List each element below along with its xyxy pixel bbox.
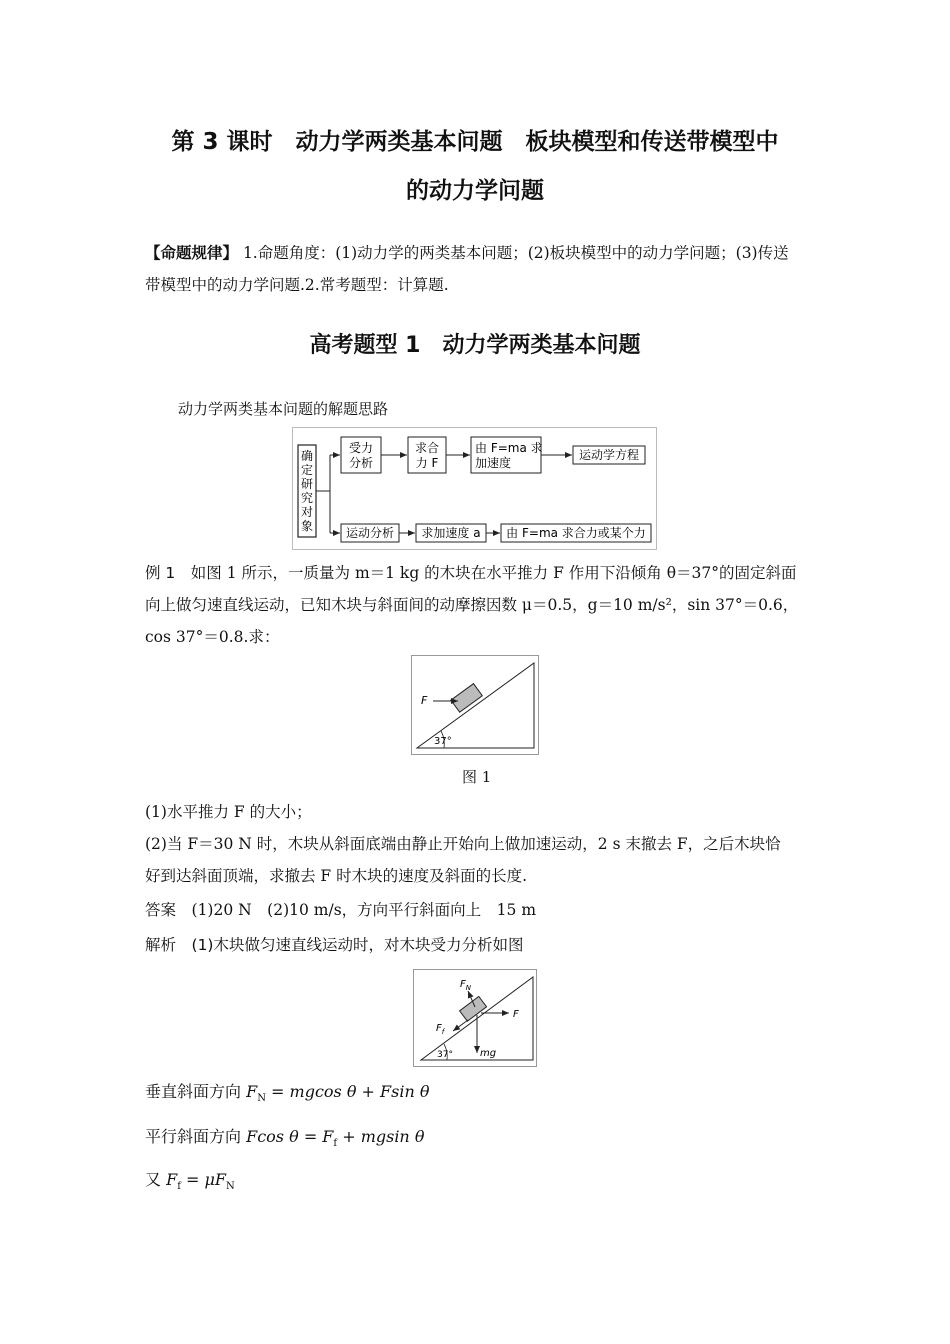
- rule-label: 【命题规律】: [145, 244, 239, 262]
- friction-label: $F_f$: [436, 1023, 445, 1036]
- example-paragraph: [145, 557, 810, 653]
- flow-box-text: 分析: [348, 456, 374, 470]
- eq3-term: F: [161, 1170, 178, 1189]
- eq2-sub: f: [333, 1138, 338, 1150]
- flow-box-text: 求加速度 a: [421, 526, 481, 540]
- eq1-sub: N: [257, 1093, 266, 1105]
- flow-box-text: 运动分析: [345, 526, 395, 540]
- answer-text: (1)20 N (2)10 m/s，方向平行斜面向上 15 m: [176, 901, 537, 919]
- flow-object-char: 究: [300, 491, 314, 505]
- answer-label: 答案: [145, 901, 177, 919]
- flow-box-text: 由 F=ma 求: [475, 441, 543, 455]
- rule-text-1: 1.命题角度：(1)动力学的两类基本问题；(2)板块模型中的动力学问题；(3)传送: [238, 244, 789, 262]
- question-1: (1)水平推力 F 的大小；: [145, 803, 312, 821]
- angle-label: 37°: [434, 736, 452, 747]
- flow-box-text: 求合: [414, 441, 440, 455]
- answer-line: [145, 898, 536, 920]
- flow-object-char: 象: [300, 519, 314, 533]
- flow-box-text: 力 F: [415, 456, 439, 470]
- analysis-label: 解析: [145, 936, 177, 954]
- equation-2: [145, 1124, 424, 1149]
- angle-label: 37°: [437, 1050, 453, 1060]
- flow-heading: 动力学两类基本问题的解题思路: [178, 400, 389, 418]
- flow-box-text: 由 F=ma 求合力或某个力: [506, 526, 646, 540]
- eq3-rest: = μF: [180, 1170, 226, 1189]
- example-text-2: 向上做匀速直线运动，已知木块与斜面间的动摩擦因数 μ＝0.5，g＝10 m/s²，sin 37°＝0.6，: [145, 596, 799, 614]
- eq1-term: F: [241, 1082, 258, 1101]
- flow-object-char: 确: [300, 449, 314, 463]
- flow-object-char: 定: [300, 463, 314, 477]
- flow-object-char: 研: [300, 477, 314, 491]
- figure-1-incline: [411, 655, 539, 755]
- eq3-sub-1: f: [177, 1181, 181, 1193]
- page-title-line-1: 第 3 课时 动力学两类基本问题 板块模型和传送带模型中: [171, 129, 779, 155]
- eq2-rest: + mgsin θ: [337, 1127, 425, 1146]
- example-label: 例 1: [145, 564, 176, 582]
- eq2-prefix: 平行斜面方向: [145, 1127, 242, 1146]
- figure-2-free-body: [413, 969, 537, 1067]
- rule-text-2: 带模型中的动力学问题.2.常考题型：计算题.: [145, 276, 449, 294]
- normal-force-label: $F_N$: [460, 979, 472, 992]
- flow-object-char: 对: [300, 505, 314, 519]
- question-2-line-2: 好到达斜面顶端，求撤去 F 时木块的速度及斜面的长度.: [145, 867, 528, 885]
- rule-paragraph: [145, 237, 810, 301]
- example-text-3: cos 37°＝0.8.求：: [145, 628, 280, 646]
- section-title: 高考题型 1 动力学两类基本问题: [309, 333, 641, 358]
- flow-box-text: 加速度: [475, 456, 512, 470]
- question-2-line-1: (2)当 F＝30 N 时，木块从斜面底端由静止开始向上做加速运动，2 s 末撤去 F，之后木块恰: [145, 835, 781, 853]
- equation-1: [145, 1079, 430, 1104]
- example-text-1: 如图 1 所示，一质量为 m＝1 kg 的木块在水平推力 F 作用下沿倾角 θ＝37°的固定斜面: [175, 564, 797, 582]
- push-force-label: F: [513, 1009, 519, 1020]
- flow-box-text: 受力: [348, 441, 374, 455]
- page-title-line-2: 的动力学问题: [406, 178, 544, 204]
- analysis-text: (1)木块做匀速直线运动时，对木块受力分析如图: [176, 936, 524, 954]
- weight-label: mg: [480, 1048, 497, 1059]
- flow-box-text: 运动学方程: [578, 448, 640, 462]
- eq3-prefix: 又: [145, 1170, 162, 1189]
- force-label: F: [421, 694, 428, 707]
- eq2-term: Fcos θ = F: [241, 1127, 334, 1146]
- figure-1-caption: 图 1: [462, 768, 492, 786]
- equation-3: [145, 1167, 235, 1192]
- analysis-line: [145, 933, 523, 955]
- eq1-prefix: 垂直斜面方向: [145, 1082, 242, 1101]
- eq3-sub-2: N: [225, 1181, 235, 1193]
- flowchart: [292, 427, 658, 551]
- eq1-rest: = mgcos θ + Fsin θ: [265, 1082, 430, 1101]
- questions: [145, 796, 810, 892]
